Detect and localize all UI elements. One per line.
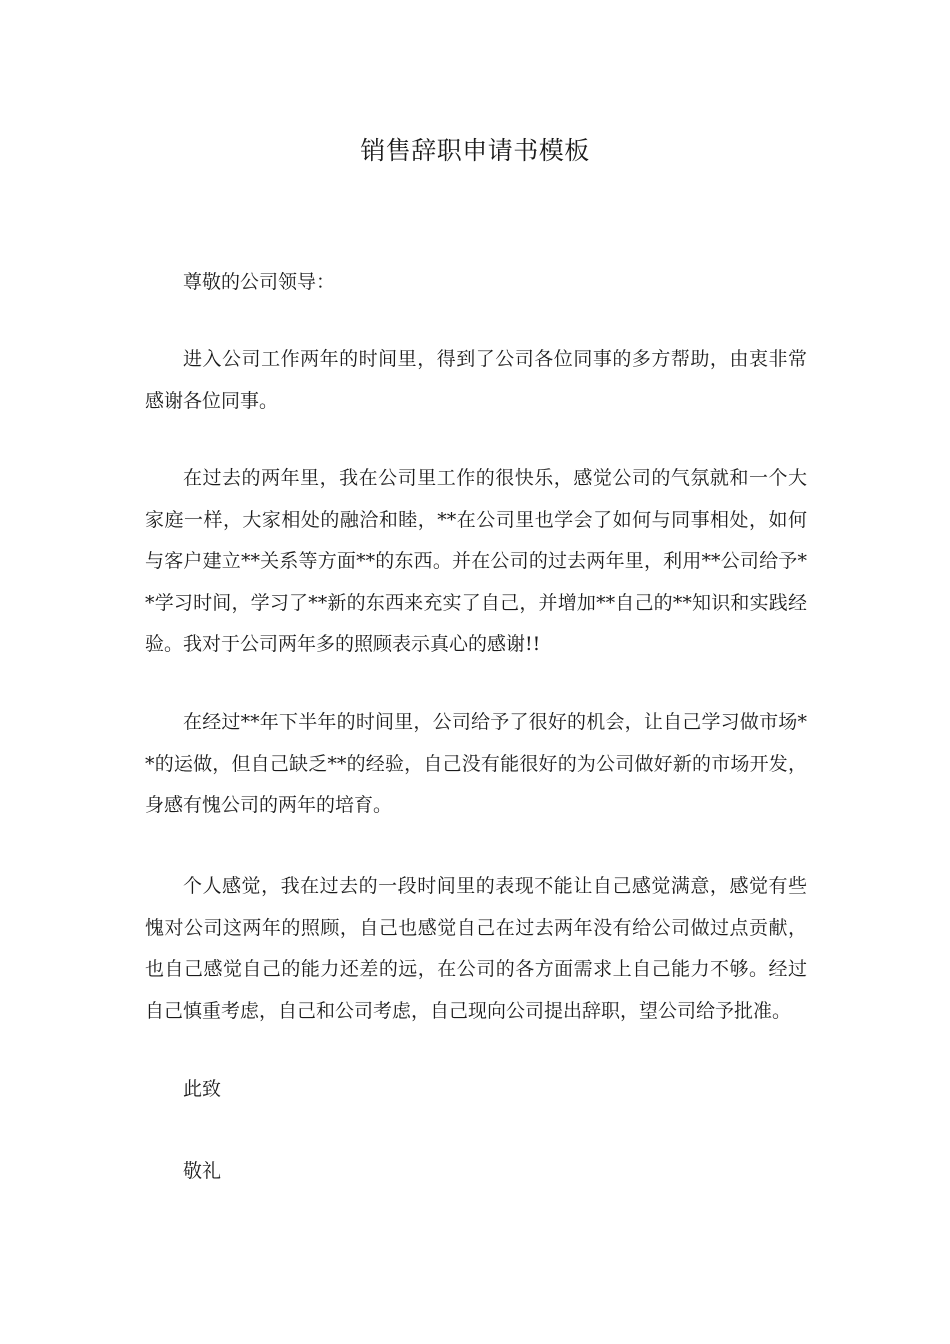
body-paragraph-2: 在过去的两年里，我在公司里工作的很快乐，感觉公司的气氛就和一个大家庭一样，大家相处的融洽和睦，**在公司里也学会了如何与同事相处，如何与客户建立**关系等方面**的东西。并在公司的过去两年里，利用**公司给予**学习时间，学习了**新的东西来充实了自己，并增加**自己的**知识和实践经验。我对于公司两年多的照顾表示真心的感谢!! <box>145 467 807 655</box>
body-paragraph-1: 进入公司工作两年的时间里，得到了公司各位同事的多方帮助，由衷非常感谢各位同事。 <box>145 348 807 412</box>
body-paragraph-4: 个人感觉，我在过去的一段时间里的表现不能让自己感觉满意，感觉有些愧对公司这两年的照顾，自己也感觉自己在过去两年没有给公司做过点贡献，也自己感觉自己的能力还差的远，在公司的各方面需求上自己能力不够。经过自己慎重考虑，自己和公司考虑，自己现向公司提出辞职，望公司给予批准。 <box>145 875 807 1022</box>
closing-regards: 敬礼 <box>183 1160 222 1182</box>
body-paragraph-3: 在经过**年下半年的时间里，公司给予了很好的机会，让自己学习做市场**的运做，但自己缺乏**的经验，自己没有能很好的为公司做好新的市场开发，身感有愧公司的两年的培育。 <box>145 711 807 816</box>
document-title: 销售辞职申请书模板 <box>360 136 590 165</box>
closing-salutation: 此致 <box>183 1078 222 1100</box>
greeting-line: 尊敬的公司领导： <box>183 271 336 293</box>
